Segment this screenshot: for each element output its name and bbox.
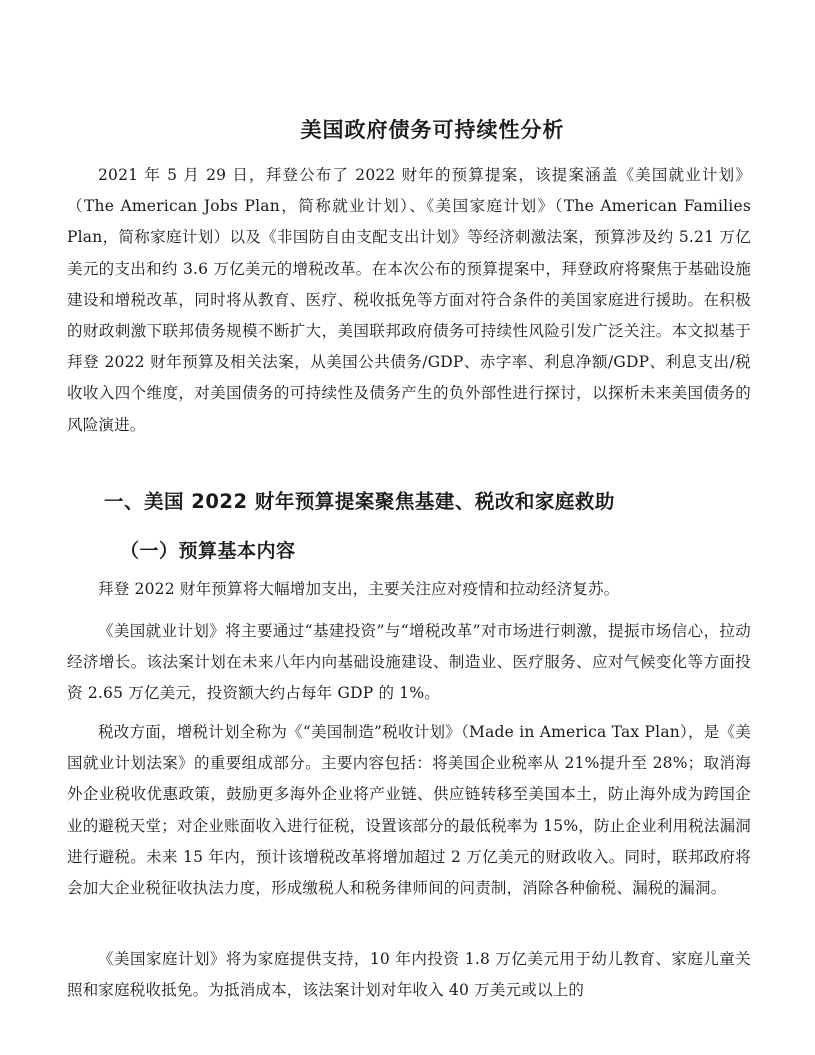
document-title: 美国政府债务可持续性分析	[300, 118, 565, 142]
summary-paragraph: 拜登 2022 财年预算将大幅增加支出，主要关注应对疫情和拉动经济复苏。	[98, 580, 620, 598]
tax-plan-paragraph: 税改方面，增税计划全称为《“美国制造”税收计划》（Made in America Tax Plan），是《美国就业计划法案》的重要组成部分。主要内容包括：将美国企业税率从 21%提升至 28%；取消海外企业税收优惠政策，鼓励更多海外企业将产业链、供应链转移至美国本土，防止海外成为跨国企业的避税天堂；对企业账面收入进行征税，设置该部分的最低税率为 15%，防止企业利用税法漏洞进行避税。未来 15 年内，预计该增税改革将增加超过 2 万亿美元的财政收入。同时，联邦政府将会加大企业税征收执法力度，形成缴税人和税务律师间的问责制，消除各种偷税、漏税的漏洞。	[67, 723, 751, 898]
jobs-plan-paragraph: 《美国就业计划》将主要通过“基建投资”与“增税改革”对市场进行刺激，提振市场信心，拉动经济增长。该法案计划在未来八年内向基础设施建设、制造业、医疗服务、应对气候变化等方面投资 2.65 万亿美元，投资额大约占每年 GDP 的 1%。	[67, 622, 751, 703]
families-plan-paragraph: 《美国家庭计划》将为家庭提供支持，10 年内投资 1.8 万亿美元用于幼儿教育、家庭儿童关照和家庭税收抵免。为抵消成本，该法案计划对年收入 40 万美元或以上的	[67, 950, 751, 1000]
section-heading: 一、美国 2022 财年预算提案聚焦基建、税改和家庭救助	[104, 490, 615, 513]
intro-paragraph: 2021 年 5 月 29 日，拜登公布了 2022 财年的预算提案，该提案涵盖《美国就业计划》（The American Jobs Plan，简称就业计划）、《美国家庭计划》（The American Families Plan，简称家庭计划）以及《非国防自由支配支出计划》等经济刺激法案，预算涉及约 5.21 万亿美元的支出和约 3.6 万亿美元的增税改革。在本次公布的预算提案中，拜登政府将聚焦于基础设施建设和增税改革，同时将从教育、医疗、税收抵免等方面对符合条件的美国家庭进行援助。在积极的财政刺激下联邦债务规模不断扩大，美国联邦政府债务可持续性风险引发广泛关注。本文拟基于拜登 2022 财年预算及相关法案，从美国公共债务/GDP、赤字率、利息净额/GDP、利息支出/税收收入四个维度，对美国债务的可持续性及债务产生的负外部性进行探讨，以探析未来美国债务的风险演进。	[67, 166, 751, 434]
subsection-heading: （一）预算基本内容	[120, 540, 296, 562]
